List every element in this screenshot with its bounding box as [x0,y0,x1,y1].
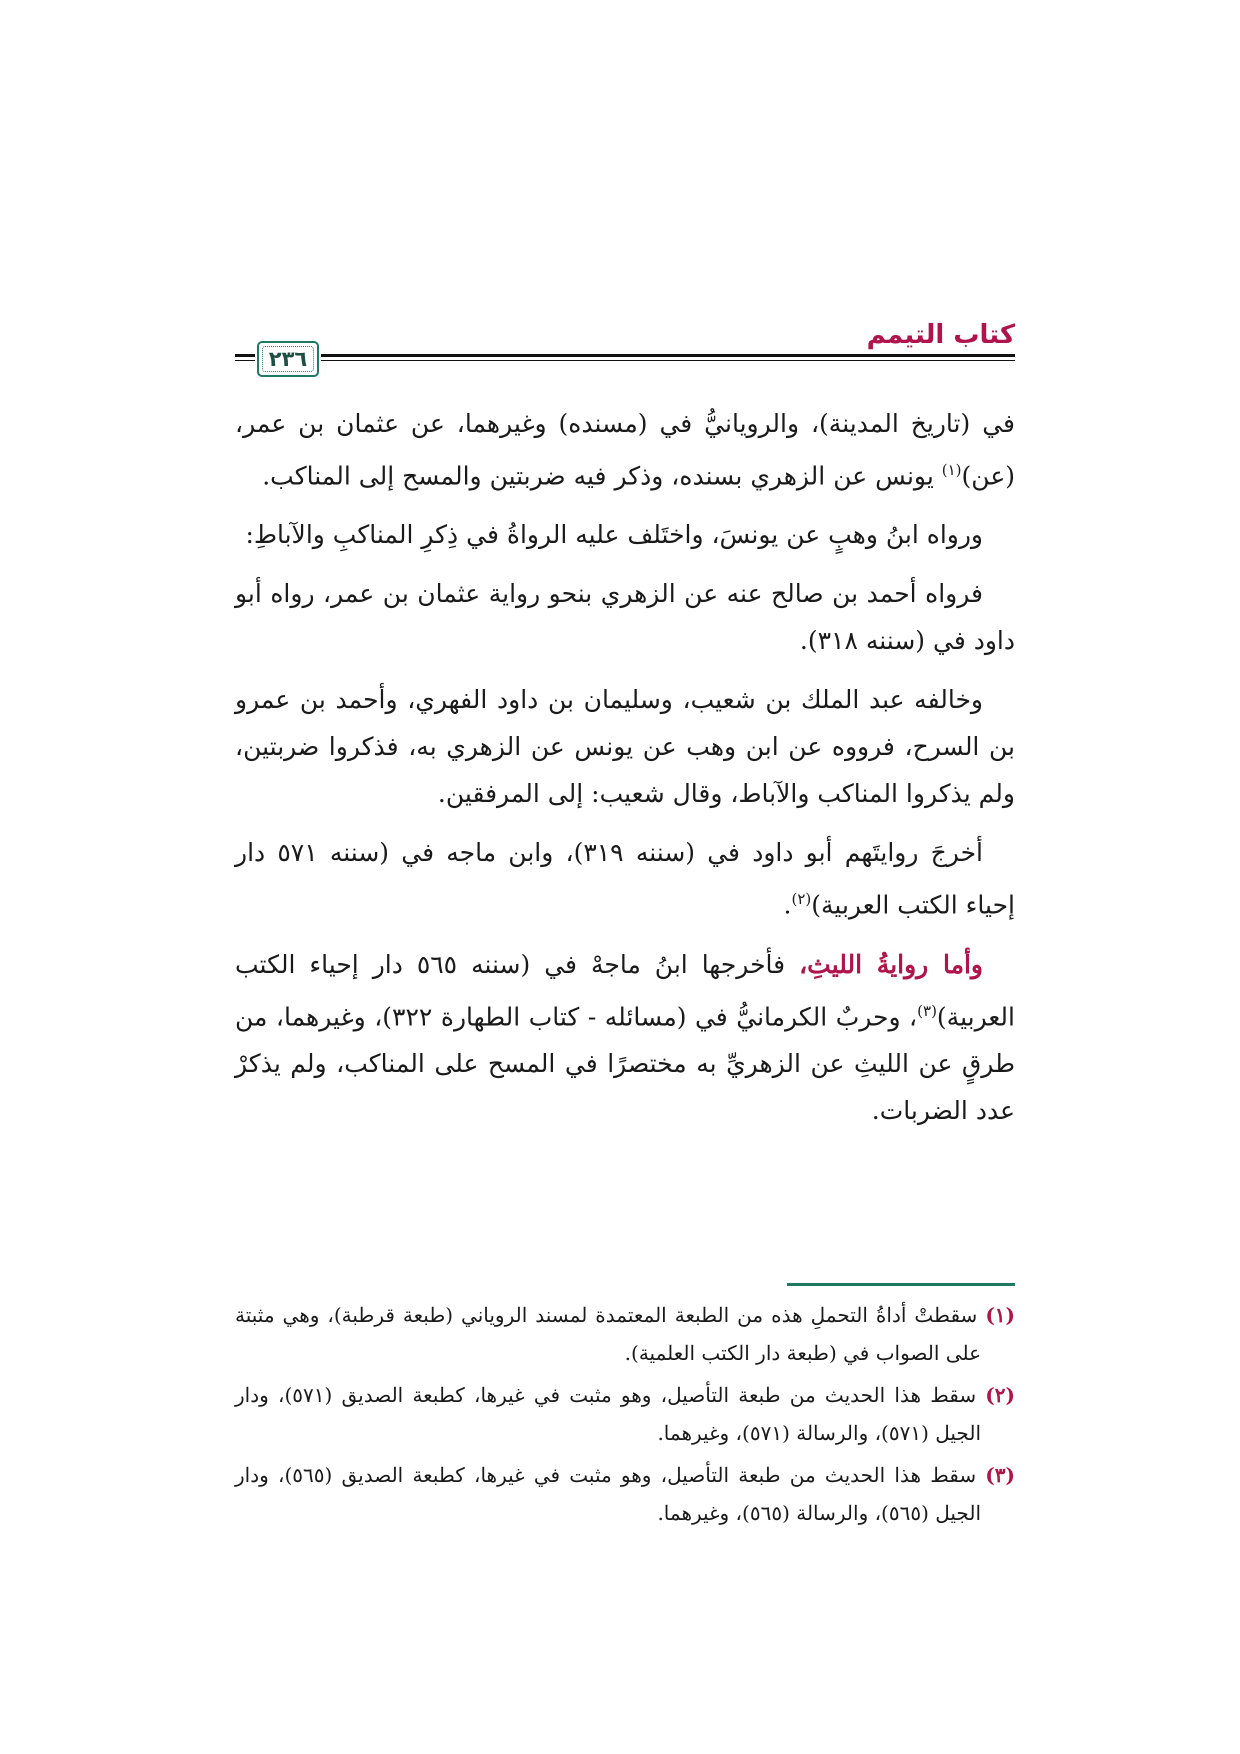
paragraph-5 [235,829,1015,928]
header-rule-left [235,354,255,361]
paragraph-6-text-a: فأخرجها ابنُ ماجهْ في (سننه ٥٦٥ دار إحياء الكتب العربية) [235,949,1015,1031]
paragraph-6-text-b: ، وحربٌ الكرمانيُّ في (مسائله - كتاب الطهارة ٣٢٢)، وغيرهما، من طرقٍ عن الليثِ عن الزهريِّ به مختصرًا في المسح على المناكب، ولم يذكرْ عدد الضربات. [235,1001,1015,1125]
footnote-2 [235,1376,1015,1452]
footnote-1 [235,1296,1015,1372]
paragraph-1-text-a: في (تاريخ المدينة)، والرويانيُّ في (مسنده) وغيرهما، عن عثمان بن عمر، (عن) [235,409,1015,491]
footnote-number: (٣) [985,1463,1015,1487]
footnote-number: (١) [985,1303,1015,1327]
paragraph-1 [235,400,1015,499]
page-header [235,320,1015,380]
footnote-text: سقط هذا الحديث من طبعة التأصيل، وهو مثبت في غيرها، كطبعة الصديق (٥٧١)، ودار الجيل (٥٧١)، والرسالة (٥٧١)، وغيرهما. [235,1383,986,1445]
book-title: كتاب التيمم [866,320,1015,350]
header-rule-right [321,354,1015,361]
paragraph-1-text-b: يونس عن الزهري بسنده، وذكر فيه ضربتين والمسح إلى المناكب. [262,461,942,491]
footnote-ref-2[interactable]: (٢) [791,890,812,909]
paragraph-6 [235,941,1015,1134]
footnote-text: سقط هذا الحديث من طبعة التأصيل، وهو مثبت في غيرها، كطبعة الصديق (٥٦٥)، ودار الجيل (٥٦٥)، والرسالة (٥٦٥)، وغيرهما. [235,1463,986,1525]
page-number: ٢٣٦ [257,341,319,377]
footnotes [235,1296,1015,1536]
footnote-text: سقطتْ أداةُ التحملِ هذه من الطبعة المعتمدة لمسند الروياني (طبعة قرطبة)، وهي مثبتة على الصواب في (طبعة دار الكتب العلمية). [235,1303,986,1365]
footnote-ref-3[interactable]: (٣) [917,1001,937,1020]
highlight-heading: وأما روايةُ الليثِ، [799,949,983,979]
paragraph-5-text-b: . [783,890,792,920]
footnote-ref-1[interactable]: (١) [941,461,962,479]
paragraph-5-text-a: أخرجَ روايتَهم أبو داود في (سننه ٣١٩)، وابن ماجه في (سننه ٥٧١ دار إحياء الكتب العربية) [235,838,1015,920]
footnote-separator [787,1283,1015,1286]
footnote-number: (٢) [985,1383,1015,1407]
paragraph-2: ورواه ابنُ وهبٍ عن يونسَ، واختَلف عليه الرواةُ في ذِكرِ المناكبِ والآباطِ: [245,520,983,550]
footnote-3 [235,1456,1015,1532]
paragraph-3: فرواه أحمد بن صالح عنه عن الزهري بنحو رواية عثمان بن عمر، رواه أبو داود في (سننه ٣١٨). [235,579,1015,656]
paragraph-4: وخالفه عبد الملك بن شعيب، وسليمان بن داود الفهري، وأحمد بن عمرو بن السرح، فرووه عن ابن وهب عن يونس عن الزهري به، فذكروا ضربتين، ولم يذكروا المناكب والآباط، وقال شعيب: إلى المرفقين. [235,685,1015,809]
main-text [235,400,1015,1146]
